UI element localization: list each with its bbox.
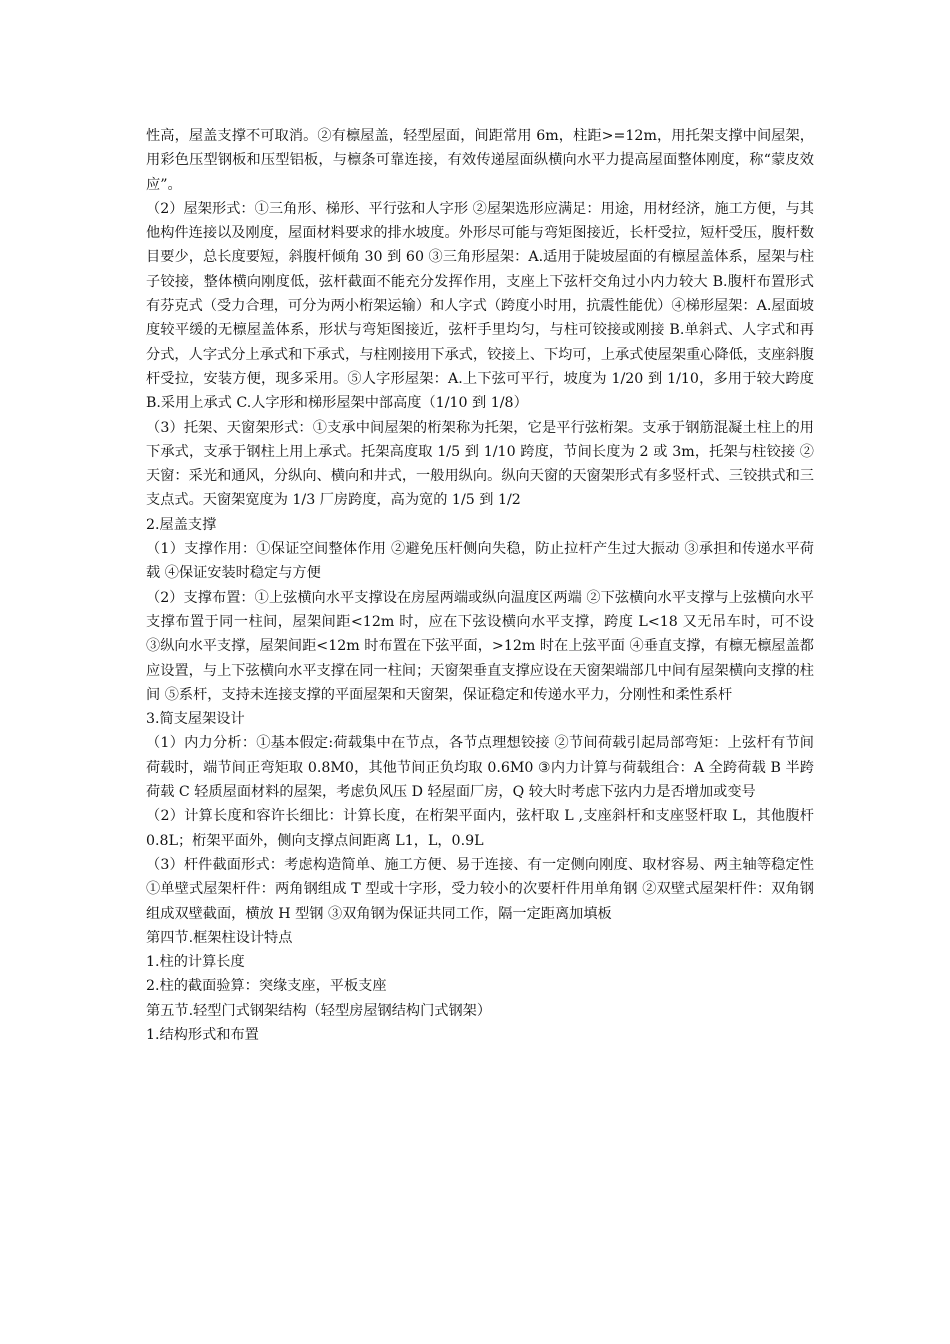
paragraph-effective-length: （2）计算长度和容许长细比：计算长度，在桁架平面内，弦杆取 L ,支座斜杆和支座竖杆取 L，其他腹杆 0.8L；桁架平面外，侧向支撑点间距离 L1，L，0.9L bbox=[146, 808, 814, 849]
paragraph-member-sections: （3）杆件截面形式：考虑构造简单、施工方便、易于连接、有一定侧向刚度、取材容易、两主轴等稳定性 ①单壁式屋架杆件：两角钢组成 T 型或十字形，受力较小的次要杆件用单角钢 ②双壁式屋架杆件：双角钢组成双壁截面，横放 H 型钢 ③双角钢为保证共同工作，隔一定距离加填板 bbox=[146, 856, 814, 922]
paragraph-support-truss-skylight: （3）托架、天窗架形式：①支承中间屋架的桁架称为托架，它是平行弦桁架。支承于钢筋混凝土柱上的用下承式，支承于钢柱上用上承式。托架高度取 1/5 到 1/10 跨度，节间长度为 2 或 3m，托架与柱铰接 ②天窗：采光和通风，分纵向、横向和井式，一般用纵向。纵向天窗的天窗架形式有多竖杆式、三铰拱式和三支点式。天窗架宽度为 1/3 厂房跨度，高为宽的 1/5 到 1/2 bbox=[146, 419, 814, 509]
paragraph-bracing-layout: （2）支撑布置：①上弦横向水平支撑设在房屋两端或纵向温度区两端 ②下弦横向水平支撑与上弦横向水平支撑布置于同一柱间，屋架间距<12m 时，应在下弦设横向水平支撑，跨度 L<18 又无吊车时，可不设 ③纵向水平支撑，屋架间距<12m 时布置在下弦平面，>12m 时在上弦平面 ④垂直支撑，有檩无檩屋盖都应设置，与上下弦横向水平支撑在同一柱间；天窗架垂直支撑应设在天窗架端部几中间有屋架横向支撑的柱间 ⑤系杆，支持未连接支撑的平面屋架和天窗架，保证稳定和传递水平力，分刚性和柔性系杆 bbox=[146, 589, 814, 703]
document-body bbox=[146, 124, 814, 1047]
heading-column-length: 1.柱的计算长度 bbox=[146, 954, 245, 971]
heading-roof-bracing: 2.屋盖支撑 bbox=[146, 516, 217, 533]
heading-column-check: 2.柱的截面验算：突缘支座，平板支座 bbox=[146, 978, 387, 995]
paragraph-bracing-function: （1）支撑作用：①保证空间整体作用 ②避免压杆侧向失稳，防止拉杆产生过大振动 ③承担和传递水平荷载 ④保证安装时稳定与方便 bbox=[146, 541, 814, 582]
heading-section-five: 第五节.轻型门式钢架结构（轻型房屋钢结构门式钢架） bbox=[146, 1002, 492, 1019]
heading-structure-form: 1.结构形式和布置 bbox=[146, 1026, 259, 1043]
paragraph-truss-forms: （2）屋架形式：①三角形、梯形、平行弦和人字形 ②屋架选形应满足：用途，用材经济，施工方便，与其他构件连接以及刚度，屋面材料要求的排水坡度。外形尽可能与弯矩图接近，长杆受拉，短杆受压，腹杆数目要少，总长度要短，斜腹杆倾角 30 到 60 ③三角形屋架：A.适用于陡坡屋面的有檩屋盖体系，屋架与柱子铰接，整体横向刚度低，弦杆截面不能充分发挥作用，支座上下弦杆交角过小内力较大 B.腹杆布置形式有芬克式（受力合理，可分为两小桁架运输）和人字式（跨度小时用，抗震性能优）④梯形屋架：A.屋面坡度较平缓的无檩屋盖体系，形状与弯矩图接近，弦杆手里均匀，与柱可铰接或刚接 B.单斜式、人字式和再分式，人字式分上承式和下承式，与柱刚接用下承式，铰接上、下均可，上承式使屋架重心降低，支座斜腹杆受拉，安装方便，现多采用。⑤人字形屋架：A.上下弦可平行，坡度为 1/20 到 1/10，多用于较大跨度 B.采用上承式 C.人字形和梯形屋架中部高度（1/10 到 1/8） bbox=[146, 200, 814, 412]
heading-simple-truss-design: 3.简支屋架设计 bbox=[146, 711, 245, 728]
paragraph-roof-bracing-continued: 性高，屋盖支撑不可取消。②有檩屋盖，轻型屋面，间距常用 6m，柱距>=12m，用托架支撑中间屋架，用彩色压型钢板和压型铝板，与檩条可靠连接，有效传递屋面纵横向水平力提高屋面整体刚度，称“蒙皮效应”。 bbox=[146, 128, 814, 193]
paragraph-internal-force-analysis: （1）内力分析：①基本假定:荷载集中在节点，各节点理想铰接 ②节间荷载引起局部弯矩：上弦杆有节间荷载时，端节间正弯矩取 0.8M0，其他节间正负均取 0.6M0 ③内力计算与荷载组合：A 全跨荷载 B 半跨荷载 C 轻质屋面材料的屋架，考虑负风压 D 轻屋面厂房，Q 较大时考虑下弦内力是否增加或变号 bbox=[146, 735, 814, 801]
heading-section-four: 第四节.框架柱设计特点 bbox=[146, 929, 293, 946]
